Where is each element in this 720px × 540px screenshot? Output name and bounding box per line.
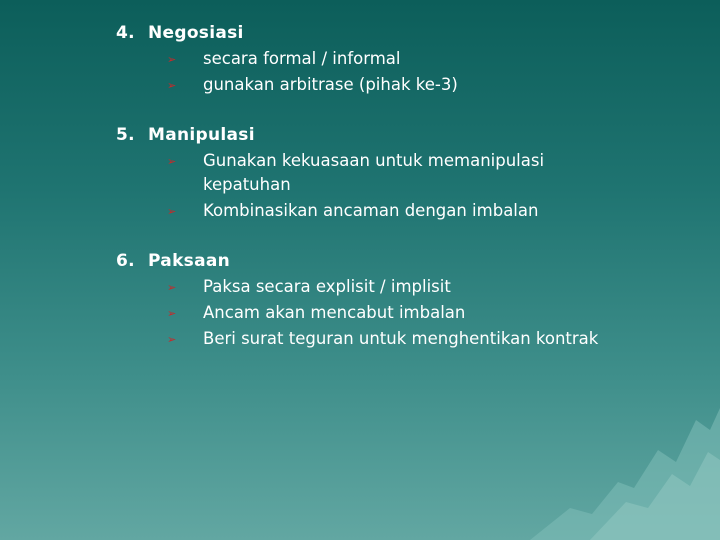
section-title: Manipulasi	[148, 125, 255, 145]
section-heading	[116, 250, 703, 272]
arrow-bullet-icon: ➢	[167, 281, 177, 294]
mountain-decoration	[530, 390, 720, 540]
arrow-bullet-icon: ➢	[167, 53, 177, 66]
section-number: 6.	[116, 251, 135, 271]
list-item-text: Paksa secara explisit / implisit	[203, 277, 451, 296]
arrow-bullet-icon: ➢	[167, 155, 177, 168]
list-item-text: Ancam akan mencabut imbalan	[203, 303, 466, 322]
arrow-bullet-icon: ➢	[167, 333, 177, 346]
section-title: Paksaan	[148, 251, 231, 271]
list-item-text: Kombinasikan ancaman dengan imbalan	[203, 201, 539, 220]
section-heading	[116, 124, 663, 146]
list-item	[116, 327, 703, 351]
arrow-bullet-icon: ➢	[167, 307, 177, 320]
section-number: 4.	[116, 23, 135, 43]
list-item-text: gunakan arbitrase (pihak ke-3)	[203, 75, 458, 94]
list-item	[116, 47, 663, 71]
section-manipulasi	[116, 124, 663, 223]
list-item	[116, 199, 663, 223]
arrow-bullet-icon: ➢	[167, 205, 177, 218]
list-item	[116, 301, 663, 325]
list-item	[116, 73, 663, 97]
list-item	[116, 275, 663, 299]
list-item-text: Gunakan kekuasaan untuk memanipulasi kepatuhan	[203, 151, 545, 194]
section-title: Negosiasi	[148, 23, 244, 43]
section-number: 5.	[116, 125, 135, 145]
list-item-text: Beri surat teguran untuk menghentikan kontrak	[203, 329, 599, 348]
section-negosiasi	[116, 22, 663, 97]
list-item-text: secara formal / informal	[203, 49, 401, 68]
arrow-bullet-icon: ➢	[167, 79, 177, 92]
section-heading	[116, 22, 663, 44]
list-item	[116, 149, 593, 197]
section-paksaan	[116, 250, 703, 351]
